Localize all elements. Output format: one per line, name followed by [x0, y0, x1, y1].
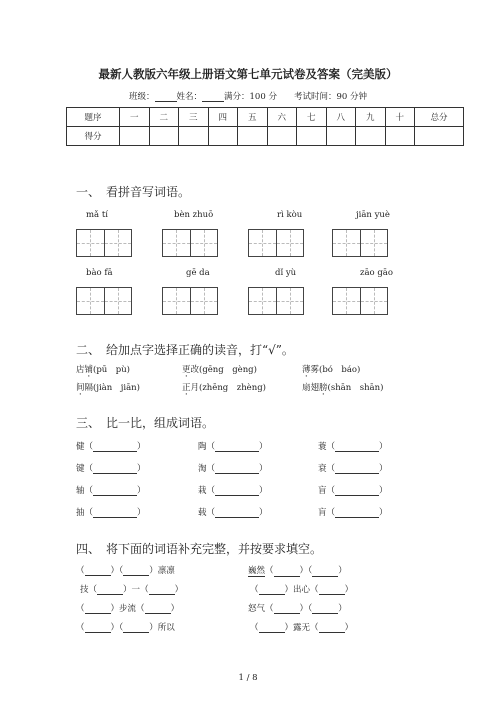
header-cell: 七	[297, 108, 327, 127]
score-cell[interactable]	[238, 127, 268, 146]
header-cell: 九	[356, 108, 386, 127]
answer-blank[interactable]	[215, 508, 259, 518]
idiom-blank[interactable]	[85, 566, 111, 576]
choice-options: (shān shān)	[327, 383, 384, 393]
idiom-blank[interactable]	[259, 623, 285, 633]
reading-choice[interactable]	[76, 381, 140, 393]
choice-options: 改(gēng gèng)	[190, 365, 257, 375]
idiom-item: （ ）（ ）凛凛	[76, 566, 175, 576]
compare-char: 肓	[318, 508, 327, 518]
compare-char: 轴	[76, 486, 85, 496]
compare-item: 盲（ ）	[318, 486, 388, 496]
dotted-char: 更	[182, 365, 191, 375]
score-cell[interactable]	[326, 127, 356, 146]
choice-options: (pū pù)	[93, 365, 130, 375]
idiom-blank[interactable]	[319, 585, 345, 595]
reading-choice[interactable]	[302, 381, 383, 393]
answer-blank[interactable]	[215, 464, 259, 474]
class-label: 班级：	[128, 92, 155, 102]
compare-char: 淘	[198, 464, 207, 474]
writing-grid[interactable]	[162, 229, 218, 257]
header-cell: 五	[238, 108, 268, 127]
idiom-blank[interactable]	[85, 623, 111, 633]
name-label: 姓名：	[176, 92, 203, 102]
score-label-cell: 得分	[67, 127, 120, 146]
pinyin-label: jiān yuè	[356, 210, 390, 220]
compare-char: 陶	[198, 442, 207, 452]
idiom-item: （ ）步流（ ）	[76, 604, 180, 614]
compare-char: 载	[198, 508, 207, 518]
header-cell: 十	[385, 108, 415, 127]
score-cell[interactable]	[415, 127, 464, 146]
idiom-text: 怒气	[248, 604, 266, 614]
dotted-char: 铺	[84, 365, 94, 375]
section-1-heading: 一、 看拼音写词语。	[76, 185, 191, 199]
header-cell: 一	[120, 108, 150, 127]
answer-blank[interactable]	[215, 442, 259, 452]
answer-blank[interactable]	[335, 486, 379, 496]
answer-blank[interactable]	[335, 442, 379, 452]
reading-choice[interactable]	[302, 363, 360, 375]
score-table	[66, 107, 464, 146]
writing-grid[interactable]	[332, 287, 388, 315]
compare-item: 轴（ ）	[76, 486, 146, 496]
section-4-heading: 四、 将下面的词语补充完整，并按要求填空。	[76, 542, 323, 556]
reading-choice[interactable]	[182, 381, 266, 393]
idiom-text: 露无	[293, 623, 311, 633]
class-blank	[155, 92, 177, 102]
answer-blank[interactable]	[335, 508, 379, 518]
answer-blank[interactable]	[93, 486, 137, 496]
choice-options: 雾(bó báo)	[310, 365, 361, 375]
pinyin-label: zāo gāo	[360, 268, 393, 278]
compare-char: 盲	[318, 486, 327, 496]
writing-grid[interactable]	[76, 287, 132, 315]
header-cell: 八	[326, 108, 356, 127]
compare-item: 健（ ）	[76, 442, 146, 452]
writing-grid[interactable]	[162, 287, 218, 315]
idiom-blank[interactable]	[319, 623, 345, 633]
score-header-row	[67, 108, 464, 127]
pinyin-label: bèn zhuō	[174, 210, 214, 220]
compare-char: 衰	[318, 464, 327, 474]
idiom-blank[interactable]	[97, 585, 123, 595]
idiom-text: 所以	[157, 623, 175, 633]
idiom-text: 一	[131, 585, 141, 595]
compare-item: 肓（ ）	[318, 508, 388, 518]
pinyin-label: rì kòu	[277, 210, 303, 220]
idiom-blank[interactable]	[312, 567, 338, 577]
page-title: 最新人教版六年级上册语文第七单元试卷及答案（完美版）	[98, 67, 398, 81]
dotted-char: 薄	[302, 365, 311, 375]
idiom-blank[interactable]	[149, 585, 175, 595]
compare-char: 栽	[198, 486, 207, 496]
exam-info	[0, 90, 496, 102]
score-cell[interactable]	[297, 127, 327, 146]
answer-blank[interactable]	[215, 486, 259, 496]
exam-time: 考试时间：90 分钟	[293, 92, 367, 102]
writing-grid[interactable]	[248, 287, 304, 315]
idiom-item: 怒气（ ）（ ）	[248, 604, 347, 614]
dotted-char: 间	[76, 383, 85, 393]
idiom-item: 巍然（ ）（ ）	[248, 566, 347, 576]
score-cell[interactable]	[356, 127, 386, 146]
section-2-heading: 二、 给加点字选择正确的读音，打“√”。	[76, 343, 294, 357]
choice-options: 月(zhēng zhèng)	[190, 383, 266, 393]
name-blank	[202, 92, 224, 102]
score-cell[interactable]	[179, 127, 209, 146]
answer-blank[interactable]	[93, 442, 137, 452]
section-3-heading: 三、 比一比，组成词语。	[76, 416, 215, 430]
compare-item: 衰（ ）	[318, 464, 388, 474]
full-score: 满分：100 分	[224, 92, 277, 102]
answer-blank[interactable]	[335, 464, 379, 474]
idiom-blank[interactable]	[145, 604, 171, 614]
dotted-char: 正	[182, 383, 191, 393]
writing-grid[interactable]	[332, 229, 388, 257]
idiom-blank[interactable]	[123, 566, 149, 576]
idiom-item: （ ）出心（ ）	[250, 585, 354, 595]
compare-item: 淘（ ）	[198, 464, 268, 474]
compare-item: 载（ ）	[198, 508, 268, 518]
compare-item: 陶（ ）	[198, 442, 268, 452]
score-cell[interactable]	[149, 127, 179, 146]
compare-item: 抽（ ）	[76, 508, 146, 518]
compare-char: 抽	[76, 508, 85, 518]
header-cell: 总分	[415, 108, 464, 127]
writing-grid[interactable]	[76, 229, 132, 257]
compare-char: 蓑	[318, 442, 327, 452]
idiom-text: 技	[80, 585, 89, 595]
idiom-item: （ ）露无（ ）	[250, 623, 354, 633]
pinyin-label: gē da	[186, 268, 210, 278]
choice-options: 隔(jiàn jiān)	[84, 383, 140, 393]
reading-choice[interactable]	[76, 363, 130, 375]
idiom-text: 巍然	[248, 566, 266, 576]
header-cell: 四	[208, 108, 238, 127]
idiom-text: 凛凛	[157, 566, 175, 576]
score-cell[interactable]	[208, 127, 238, 146]
header-cell: 题序	[67, 108, 120, 127]
header-cell: 六	[267, 108, 297, 127]
reading-choice[interactable]	[182, 363, 257, 375]
idiom-blank[interactable]	[274, 567, 300, 577]
idiom-blank[interactable]	[123, 623, 149, 633]
dotted-char: 膀	[319, 383, 328, 393]
compare-item: 键（ ）	[76, 464, 146, 474]
pinyin-label: mǎ tí	[86, 210, 108, 220]
idiom-text: 步流	[119, 604, 137, 614]
score-value-row	[67, 127, 464, 146]
answer-blank[interactable]	[93, 464, 137, 474]
pinyin-label: bào fā	[86, 268, 113, 278]
header-cell: 三	[179, 108, 209, 127]
idiom-blank[interactable]	[312, 604, 338, 614]
choice-text: 店	[76, 365, 85, 375]
score-cell[interactable]	[267, 127, 297, 146]
score-cell[interactable]	[385, 127, 415, 146]
writing-grid[interactable]	[248, 229, 304, 257]
compare-item: 栽（ ）	[198, 486, 268, 496]
page-number: 1 / 8	[238, 673, 258, 683]
idiom-blank[interactable]	[85, 604, 111, 614]
header-cell: 二	[149, 108, 179, 127]
idiom-item: （ ）（ ）所以	[76, 623, 175, 633]
idiom-blank[interactable]	[259, 585, 285, 595]
choice-text: 扇翅	[302, 383, 320, 393]
compare-char: 键	[76, 464, 85, 474]
idiom-text: 出心	[293, 585, 311, 595]
idiom-item: 技（ ）一（ ）	[80, 585, 184, 595]
compare-item: 蓑（ ）	[318, 442, 388, 452]
pinyin-label: dǐ yù	[275, 268, 297, 278]
compare-char: 健	[76, 442, 85, 452]
score-cell[interactable]	[120, 127, 150, 146]
answer-blank[interactable]	[93, 508, 137, 518]
idiom-blank[interactable]	[274, 604, 300, 614]
